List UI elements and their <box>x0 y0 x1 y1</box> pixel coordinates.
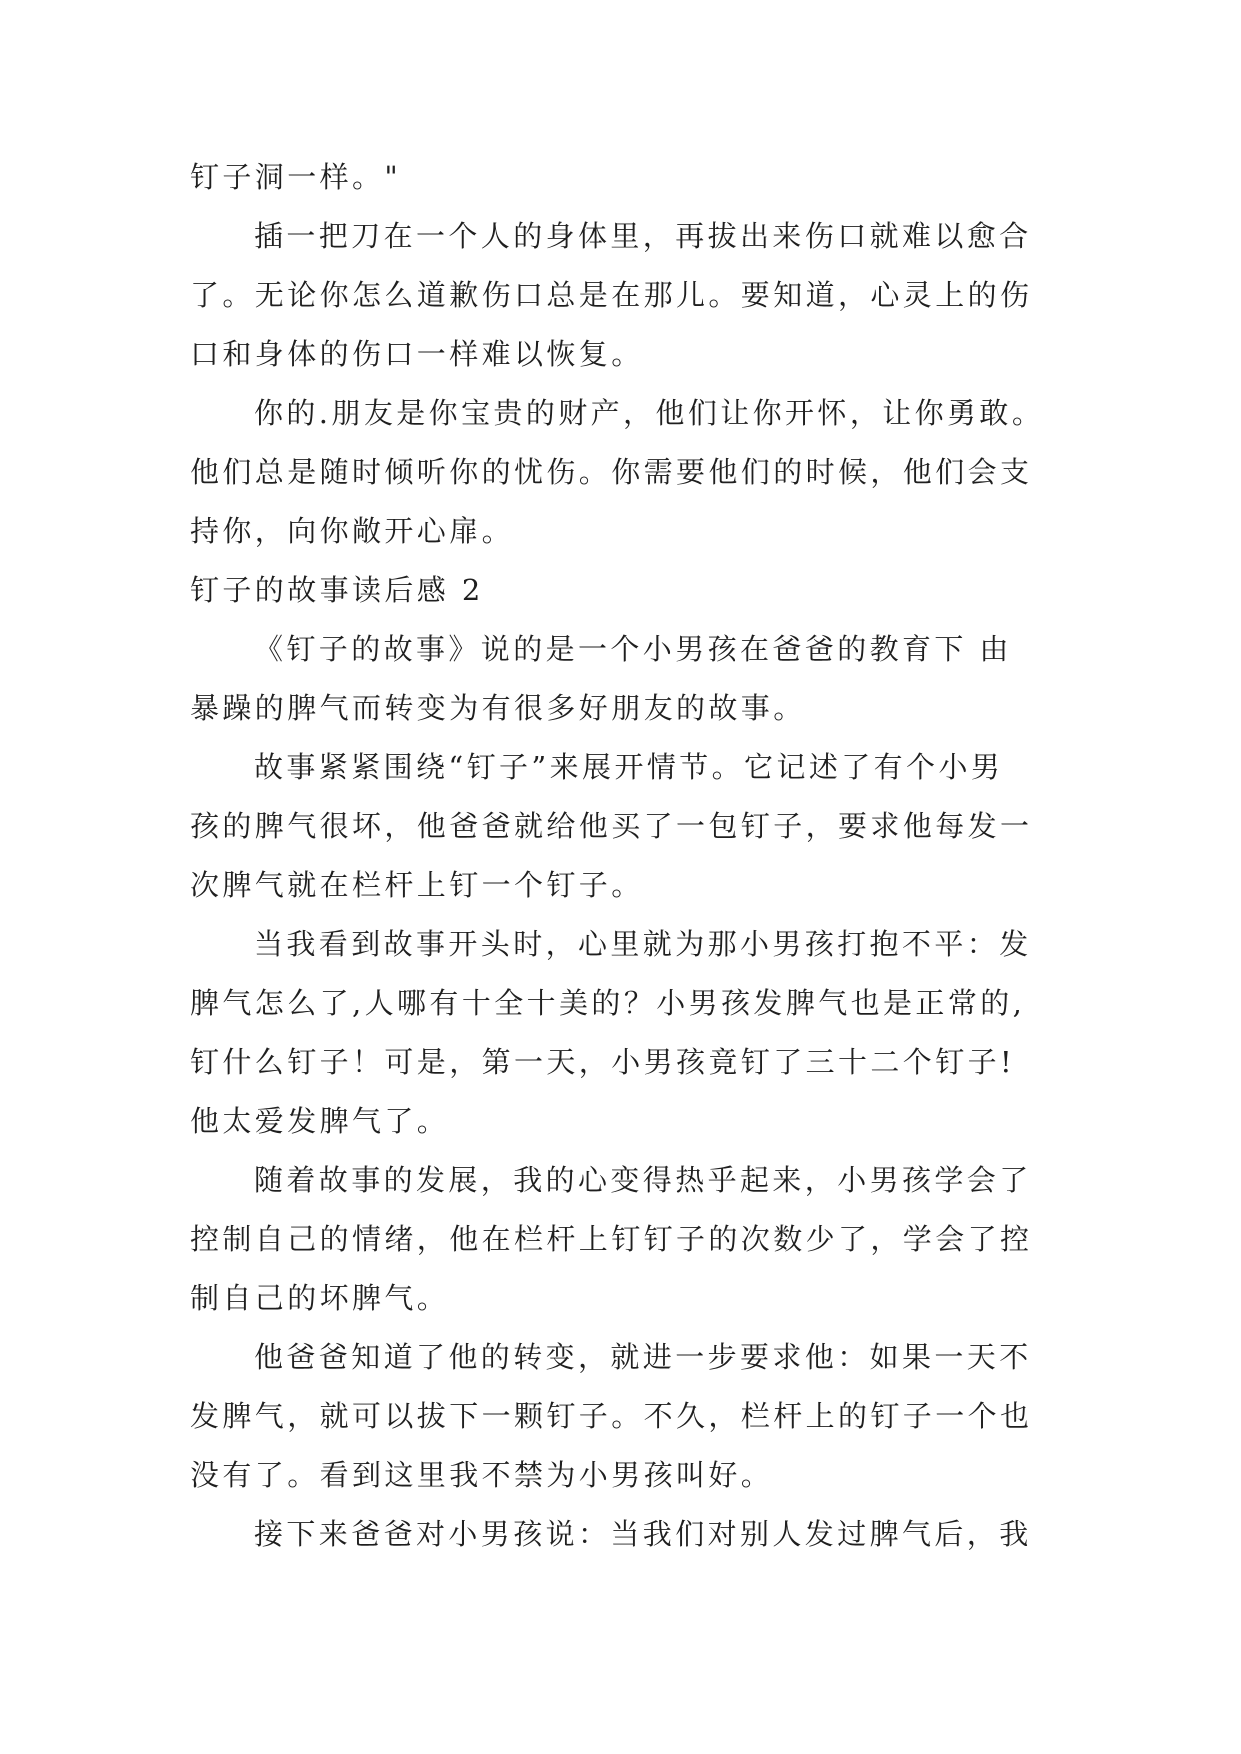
text-line: 孩的脾气很坏，他爸爸就给他买了一包钉子，要求他每发一 <box>190 809 1033 843</box>
text-line: 你的.朋友是你宝贵的财产，他们让你开怀，让你勇敢。 <box>254 396 1045 430</box>
heading-text: 钉子的故事读后感 2 <box>190 573 484 607</box>
text-line: 控制自己的情绪，他在栏杆上钉钉子的次数少了，学会了控 <box>190 1222 1033 1256</box>
text-line: 插一把刀在一个人的身体里，再拔出来伤口就难以愈合 <box>254 219 1032 253</box>
text-line: 《钉子的故事》说的是一个小男孩在爸爸的教育下 由 <box>254 632 1012 666</box>
text-line: 接下来爸爸对小男孩说：当我们对别人发过脾气后，我 <box>254 1517 1032 1551</box>
text-line: 钉子洞一样。" <box>190 160 402 194</box>
text-line: 次脾气就在栏杆上钉一个钉子。 <box>190 868 644 902</box>
section-heading <box>190 561 1060 620</box>
text-line: 当我看到故事开头时，心里就为那小男孩打抱不平：发 <box>254 927 1032 961</box>
text-line: 制自己的坏脾气。 <box>190 1281 450 1315</box>
paragraph-father-speaks <box>190 1505 1060 1564</box>
text-line: 没有了。看到这里我不禁为小男孩叫好。 <box>190 1458 774 1492</box>
text-line: 故事紧紧围绕“钉子”来展开情节。它记述了有个小男 <box>254 750 1004 784</box>
paragraph-friends <box>190 384 1060 561</box>
paragraph-self-control <box>190 1151 1060 1328</box>
text-line: 口和身体的伤口一样难以恢复。 <box>190 337 644 371</box>
paragraph-first-day <box>190 915 1060 1151</box>
text-line: 钉什么钉子！可是，第一天，小男孩竟钉了三十二个钉子! <box>190 1045 1016 1079</box>
text-line: 了。无论你怎么道歉伤口总是在那儿。要知道，心灵上的伤 <box>190 278 1033 312</box>
paragraph-continuation <box>190 148 1060 207</box>
text-line: 发脾气，就可以拔下一颗钉子。不久，栏杆上的钉子一个也 <box>190 1399 1033 1433</box>
paragraph-nails-plot <box>190 738 1060 915</box>
text-line: 他太爱发脾气了。 <box>190 1104 450 1138</box>
text-line: 他爸爸知道了他的转变，就进一步要求他：如果一天不 <box>254 1340 1032 1374</box>
paragraph-pull-nails <box>190 1328 1060 1505</box>
paragraph-story-intro <box>190 620 1060 738</box>
paragraph-knife-wound <box>190 207 1060 384</box>
text-line: 他们总是随时倾听你的忧伤。你需要他们的时候，他们会支 <box>190 455 1033 489</box>
text-line: 脾气怎么了,人哪有十全十美的？小男孩发脾气也是正常的, <box>190 986 1026 1020</box>
text-line: 持你，向你敞开心扉。 <box>190 514 515 548</box>
document-body <box>190 148 1060 1564</box>
text-line: 随着故事的发展，我的心变得热乎起来，小男孩学会了 <box>254 1163 1032 1197</box>
text-line: 暴躁的脾气而转变为有很多好朋友的故事。 <box>190 691 806 725</box>
